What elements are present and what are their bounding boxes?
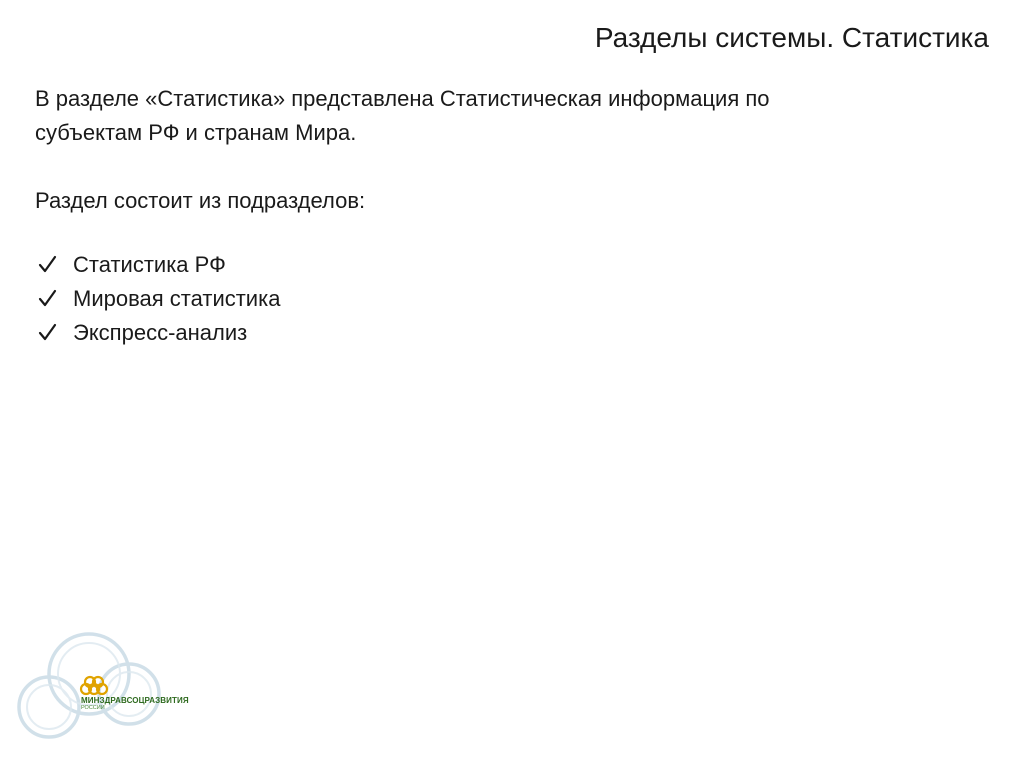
intro-line-2: субъектам РФ и странам Мира.	[35, 120, 357, 145]
ministry-logo	[14, 612, 204, 752]
check-icon	[37, 316, 59, 350]
list-item-label: Экспресс-анализ	[73, 320, 248, 345]
logo-rings-icon	[14, 612, 204, 752]
section-lead: Раздел состоит из подразделов:	[35, 188, 366, 213]
list-item	[35, 282, 280, 316]
logo-name: МИНЗДРАВСОЦРАЗВИТИЯ	[81, 696, 189, 705]
intro-line-1: В разделе «Статистика» представлена Статистическая информация по	[35, 86, 770, 111]
check-icon	[37, 248, 59, 282]
slide-title: Разделы системы. Статистика	[594, 22, 989, 53]
intro-text	[35, 82, 915, 150]
check-icon	[37, 282, 59, 316]
list-item-label: Статистика РФ	[73, 252, 226, 277]
list-item	[35, 316, 280, 350]
logo-subtitle: РОССИИ	[81, 705, 105, 711]
list-item-label: Мировая статистика	[73, 286, 281, 311]
subsection-list	[35, 248, 280, 350]
emblem-icon	[81, 677, 107, 694]
list-item	[35, 248, 280, 282]
